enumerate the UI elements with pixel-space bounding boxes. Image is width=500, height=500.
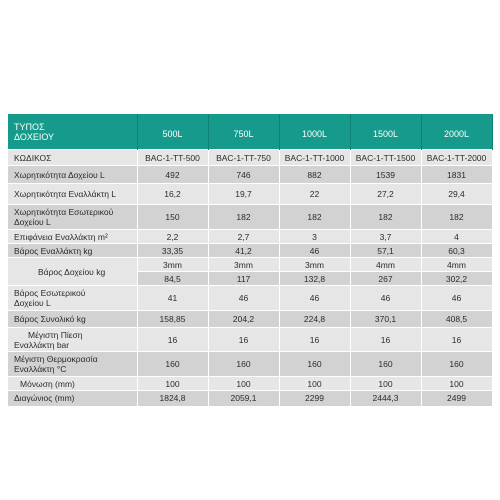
cell: 19,7 <box>208 184 279 205</box>
table-row <box>8 166 492 184</box>
row-label-line1: Χωρητικότητα Εσωτερικού <box>14 207 114 217</box>
row-label-line1: Μέγιστη Θερμοκρασία <box>14 354 98 364</box>
cell: 370,1 <box>350 311 421 328</box>
table-row <box>8 311 492 328</box>
cell: 100 <box>279 377 350 391</box>
row-label-line1: Βάρος Εσωτερικού <box>14 288 86 298</box>
cell: 46 <box>208 286 279 311</box>
cell: 408,5 <box>421 311 492 328</box>
cell: 100 <box>350 377 421 391</box>
cell: 204,2 <box>208 311 279 328</box>
cell: BAC-1-TT-750 <box>208 150 279 166</box>
row-label <box>8 352 137 377</box>
cell: 182 <box>279 205 350 230</box>
table-row <box>8 352 492 377</box>
header-type-label <box>8 114 137 150</box>
row-label: Επιφάνεια Εναλλάκτη m² <box>8 230 137 244</box>
cell: 1831 <box>421 166 492 184</box>
header-size: 1500L <box>350 114 421 150</box>
cell: 160 <box>208 352 279 377</box>
cell: 2059,1 <box>208 391 279 406</box>
cell: 29,4 <box>421 184 492 205</box>
cell: BAC-1-TT-2000 <box>421 150 492 166</box>
cell: 492 <box>137 166 208 184</box>
cell: 2299 <box>279 391 350 406</box>
table-row <box>8 205 492 230</box>
row-label-line2: Εναλλάκτη bar <box>14 339 70 350</box>
row-label: ΚΩΔΙΚΟΣ <box>8 150 137 166</box>
cell: 150 <box>137 205 208 230</box>
cell: 1824,8 <box>137 391 208 406</box>
row-label <box>8 286 137 311</box>
cell: 41,2 <box>208 244 279 258</box>
row-label <box>8 205 137 230</box>
cell: 160 <box>421 352 492 377</box>
header-size: 500L <box>137 114 208 150</box>
cell: 746 <box>208 166 279 184</box>
row-label-line2: Εναλλάκτη °C <box>14 364 67 374</box>
cell: 22 <box>279 184 350 205</box>
header-type-line2: ΔΟΧΕΙΟΥ <box>14 131 55 142</box>
row-label-line1: Μέγιστη Πίεση <box>28 329 83 340</box>
cell: 882 <box>279 166 350 184</box>
cell: 46 <box>279 244 350 258</box>
cell: 2499 <box>421 391 492 406</box>
cell: 33,35 <box>137 244 208 258</box>
cell: 182 <box>421 205 492 230</box>
cell: 267 <box>350 272 421 286</box>
table-row <box>8 150 492 166</box>
cell: BAC-1-TT-1000 <box>279 150 350 166</box>
cell: 16 <box>279 328 350 352</box>
cell: 3mm <box>137 258 208 272</box>
row-label: Βάρος Δοχείου kg <box>8 258 137 286</box>
cell: 158,85 <box>137 311 208 328</box>
row-label: Βάρος Εναλλάκτη kg <box>8 244 137 258</box>
cell: 1539 <box>350 166 421 184</box>
cell: 2,2 <box>137 230 208 244</box>
cell: 117 <box>208 272 279 286</box>
table-row <box>8 286 492 311</box>
header-size: 1000L <box>279 114 350 150</box>
table-row <box>8 377 492 391</box>
cell: 16 <box>421 328 492 352</box>
spec-table <box>8 114 493 406</box>
cell: 3,7 <box>350 230 421 244</box>
row-label-line2: Δοχείου L <box>14 298 51 308</box>
cell: 16,2 <box>137 184 208 205</box>
table-row <box>8 230 492 244</box>
header-row <box>8 114 492 150</box>
cell: BAC-1-TT-1500 <box>350 150 421 166</box>
table-row <box>8 258 492 272</box>
cell: 2444,3 <box>350 391 421 406</box>
cell: 46 <box>279 286 350 311</box>
cell: 60,3 <box>421 244 492 258</box>
cell: 3mm <box>208 258 279 272</box>
table-row <box>8 391 492 406</box>
header-type-line1: ΤΥΠΟΣ <box>14 121 45 132</box>
cell: 100 <box>421 377 492 391</box>
row-label: Χωρητικότητα Δοχείου L <box>8 166 137 184</box>
header-size: 2000L <box>421 114 492 150</box>
cell: 16 <box>350 328 421 352</box>
cell: 46 <box>350 286 421 311</box>
table-row <box>8 244 492 258</box>
row-label: Διαγώνιος (mm) <box>8 391 137 406</box>
cell: 224,8 <box>279 311 350 328</box>
cell: 100 <box>208 377 279 391</box>
cell: 132,8 <box>279 272 350 286</box>
cell: 182 <box>208 205 279 230</box>
row-label <box>8 328 137 352</box>
cell: 2,7 <box>208 230 279 244</box>
cell: 182 <box>350 205 421 230</box>
row-label: Μόνωση (mm) <box>8 377 137 391</box>
cell: 160 <box>350 352 421 377</box>
cell: 160 <box>279 352 350 377</box>
row-label-line2: Δοχείου L <box>14 217 51 227</box>
table-row <box>8 328 492 352</box>
cell: 41 <box>137 286 208 311</box>
cell: 302,2 <box>421 272 492 286</box>
cell: 84,5 <box>137 272 208 286</box>
cell: 4mm <box>350 258 421 272</box>
table-row <box>8 184 492 205</box>
cell: 3 <box>279 230 350 244</box>
cell: 16 <box>137 328 208 352</box>
cell: 160 <box>137 352 208 377</box>
cell: 4mm <box>421 258 492 272</box>
cell: 16 <box>208 328 279 352</box>
row-label: Χωρητικότητα Εναλλάκτη L <box>8 184 137 205</box>
cell: 4 <box>421 230 492 244</box>
row-label: Βάρος Συνολικό kg <box>8 311 137 328</box>
cell: BAC-1-TT-500 <box>137 150 208 166</box>
cell: 27,2 <box>350 184 421 205</box>
cell: 46 <box>421 286 492 311</box>
cell: 3mm <box>279 258 350 272</box>
header-size: 750L <box>208 114 279 150</box>
cell: 57,1 <box>350 244 421 258</box>
cell: 100 <box>137 377 208 391</box>
